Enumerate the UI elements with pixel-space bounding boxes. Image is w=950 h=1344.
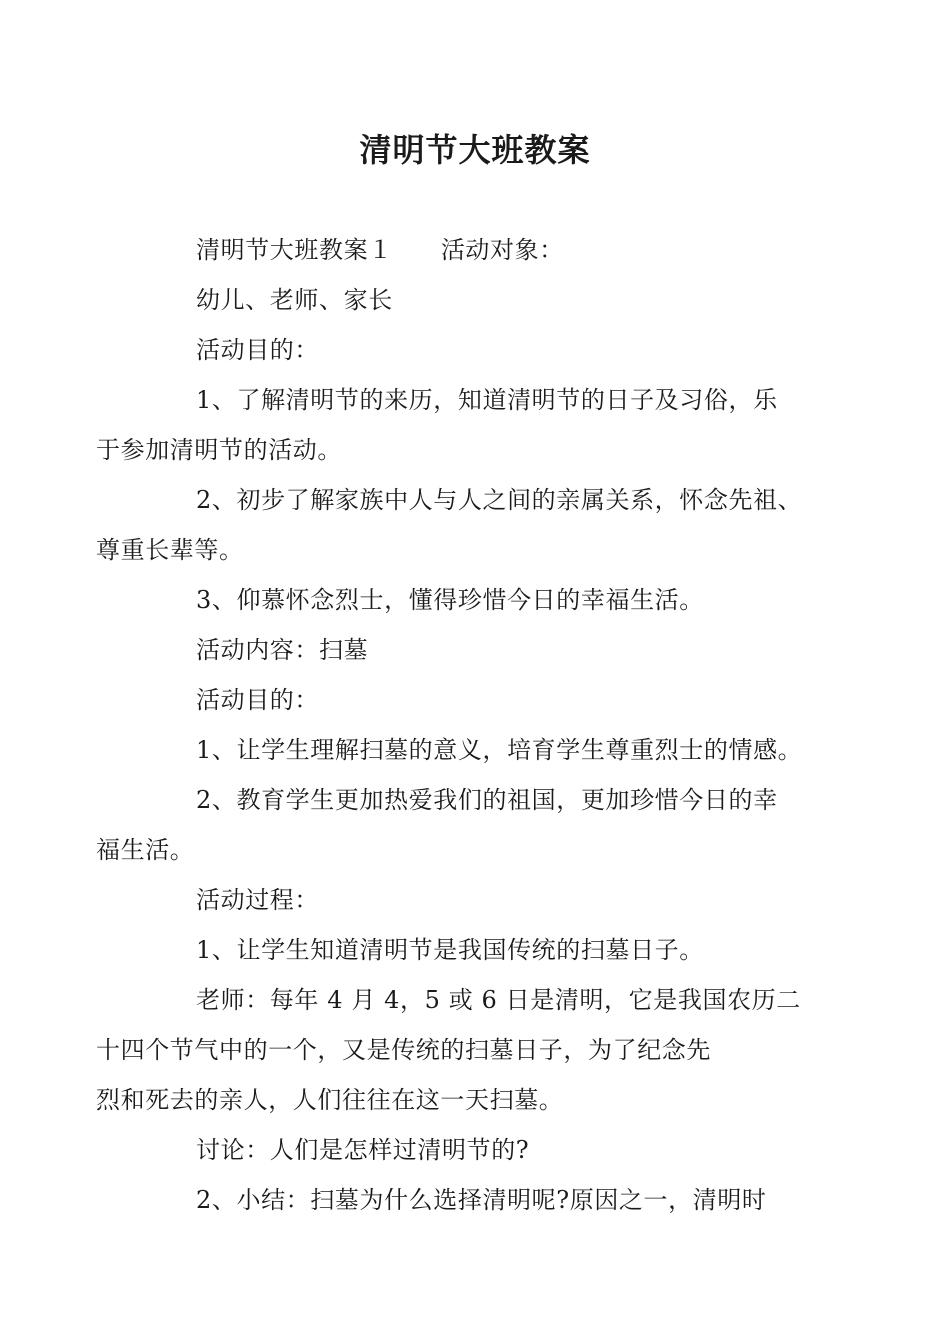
document-body	[96, 225, 808, 1225]
paragraph-goal-2: 2、初步了解家族中人与人之间的亲属关系，怀念先祖、 尊重长辈等。	[96, 486, 803, 564]
paragraph-goal-2-2: 2、教育学生更加热爱我们的祖国，更加珍惜今日的幸 福生活。	[96, 786, 778, 864]
paragraph-goal-heading-2: 活动目的：	[196, 686, 319, 714]
paragraph-intro	[146, 225, 808, 275]
paragraph-goal-heading: 活动目的：	[196, 336, 319, 364]
paragraph-goal-3: 3、仰慕怀念烈士，懂得珍惜今日的幸福生活。	[196, 586, 704, 614]
paragraph-discussion: 讨论：人们是怎样过清明节的?	[196, 1136, 530, 1164]
paragraph-summary: 2、小结：扫墓为什么选择清明呢?原因之一，清明时	[196, 1186, 767, 1214]
paragraph-goal-1: 1、了解清明节的来历，知道清明节的日子及习俗，乐 于参加清明节的活动。	[96, 386, 778, 464]
paragraph-participants: 幼儿、老师、家长	[196, 286, 393, 314]
document-title: 清明节大班教案	[359, 131, 591, 169]
paragraph-activity-content: 活动内容：扫墓	[196, 636, 369, 664]
paragraph-teacher: 老师：每年 4 月 4，5 或 6 日是清明，它是我国农历二 十四个节气中的一个，又是传统的扫墓日子，为了纪念先 烈和死去的亲人，人们往往在这一天扫墓。	[96, 986, 801, 1114]
intro-heading: 清明节大班教案１	[196, 236, 393, 264]
intro-label: 活动对象：	[440, 236, 564, 264]
paragraph-process-heading: 活动过程：	[196, 886, 319, 914]
paragraph-process-1: 1、让学生知道清明节是我国传统的扫墓日子。	[196, 936, 704, 964]
paragraph-goal-2-1: 1、让学生理解扫墓的意义，培育学生尊重烈士的情感。	[196, 736, 803, 764]
